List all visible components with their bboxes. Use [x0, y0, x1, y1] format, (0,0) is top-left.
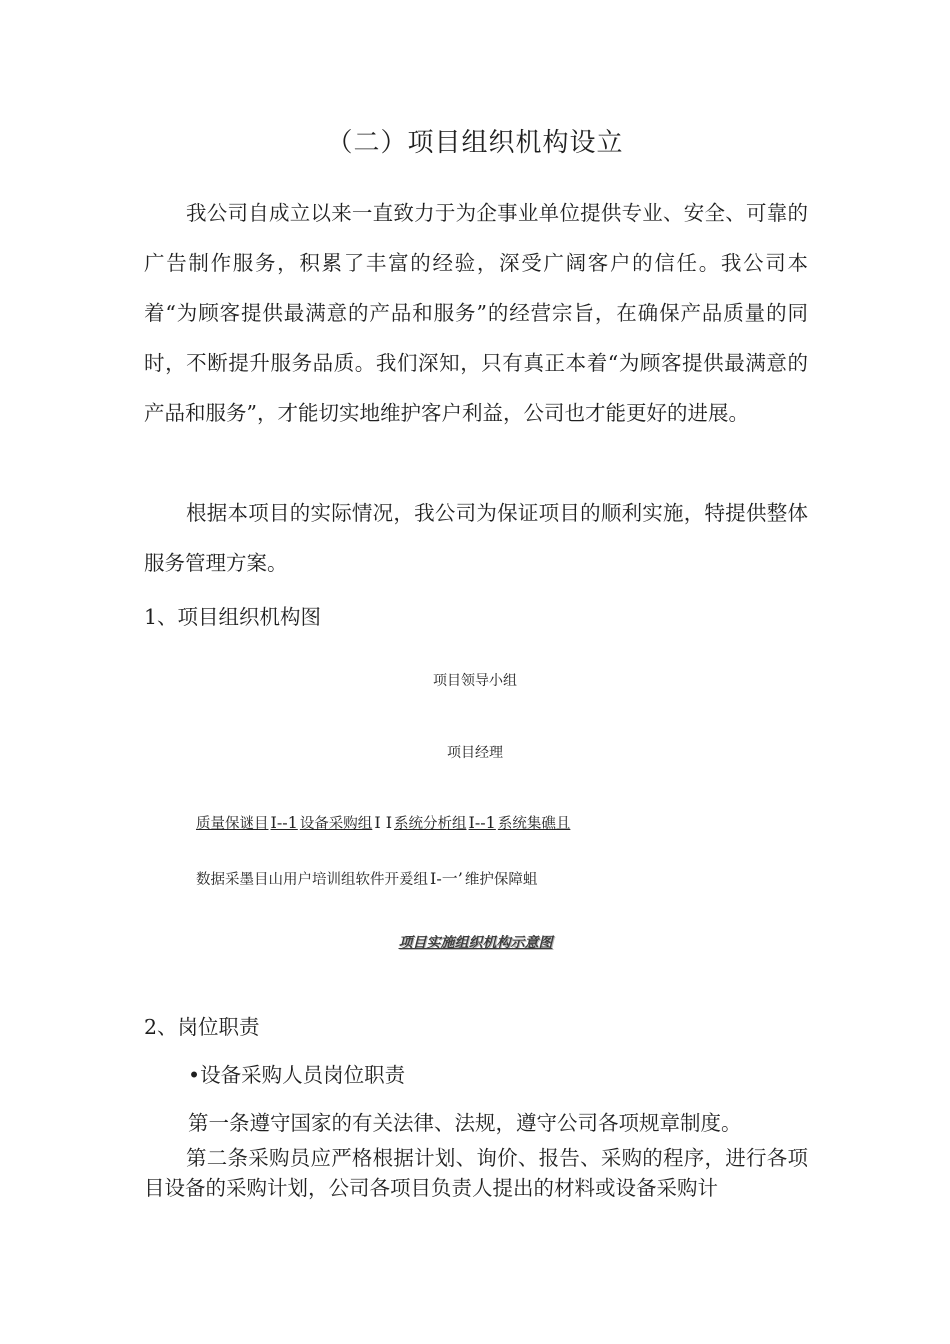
- org-node-maintenance-group: 维护保障蛆: [464, 872, 538, 888]
- org-connector: I--1: [468, 813, 496, 832]
- org-node-project-manager: 项目经理: [447, 745, 503, 761]
- org-node-leadership-group: 项目领导小组: [433, 673, 517, 689]
- org-connector: I-一’: [430, 869, 463, 888]
- section-heading-responsibilities: 2、岗位职责: [144, 1015, 260, 1039]
- section-heading-org-chart: 1、项目组织机构图: [144, 605, 322, 629]
- org-connector: I I: [374, 813, 393, 832]
- org-node-analysis-group: 系统分析组: [394, 816, 467, 832]
- org-row-groups-2: [196, 866, 537, 889]
- org-node-integration-group: 系统集礁且: [497, 816, 571, 832]
- org-node-data-training-software-groups: 数据采墨目山用户培训组软件开爰组: [196, 872, 428, 888]
- org-node-quality-group: 质量保谜目: [196, 816, 269, 832]
- org-node-procurement-group: 设备采购组: [299, 816, 373, 832]
- org-row-groups-1: [196, 812, 570, 833]
- plan-paragraph: 根据本项目的实际情况，我公司为保证项目的顺利实施，特提供整体服务管理方案。: [144, 501, 808, 575]
- org-connector: I--1: [270, 813, 298, 832]
- article-1: 第一条遵守国家的有关法律、法规，遵守公司各项规章制度。: [188, 1111, 742, 1135]
- intro-paragraph: 我公司自成立以来一直致力于为企事业单位提供专业、安全、可靠的广告制作服务，积累了丰富的经验，深受广阔客户的信任。我公司本着“为顾客提供最满意的产品和服务”的经营宗旨，在确保产品质量的同时，不断提升服务品质。我们深知，只有真正本着“为顾客提供最满意的产品和服务”，才能切实地维护客户利益，公司也才能更好的进展。: [144, 201, 808, 425]
- bullet-procurement-duties: •设备采购人员岗位职责: [188, 1063, 406, 1087]
- org-chart-caption: 项目实施组织机构示意图: [398, 935, 553, 951]
- article-2: 第二条采购员应严格根据计划、询价、报告、采购的程序，进行各项目设备的采购计划，公司各项目负责人提出的材料或设备采购计: [144, 1146, 808, 1200]
- page-title: （二）项目组织机构设立: [326, 128, 624, 158]
